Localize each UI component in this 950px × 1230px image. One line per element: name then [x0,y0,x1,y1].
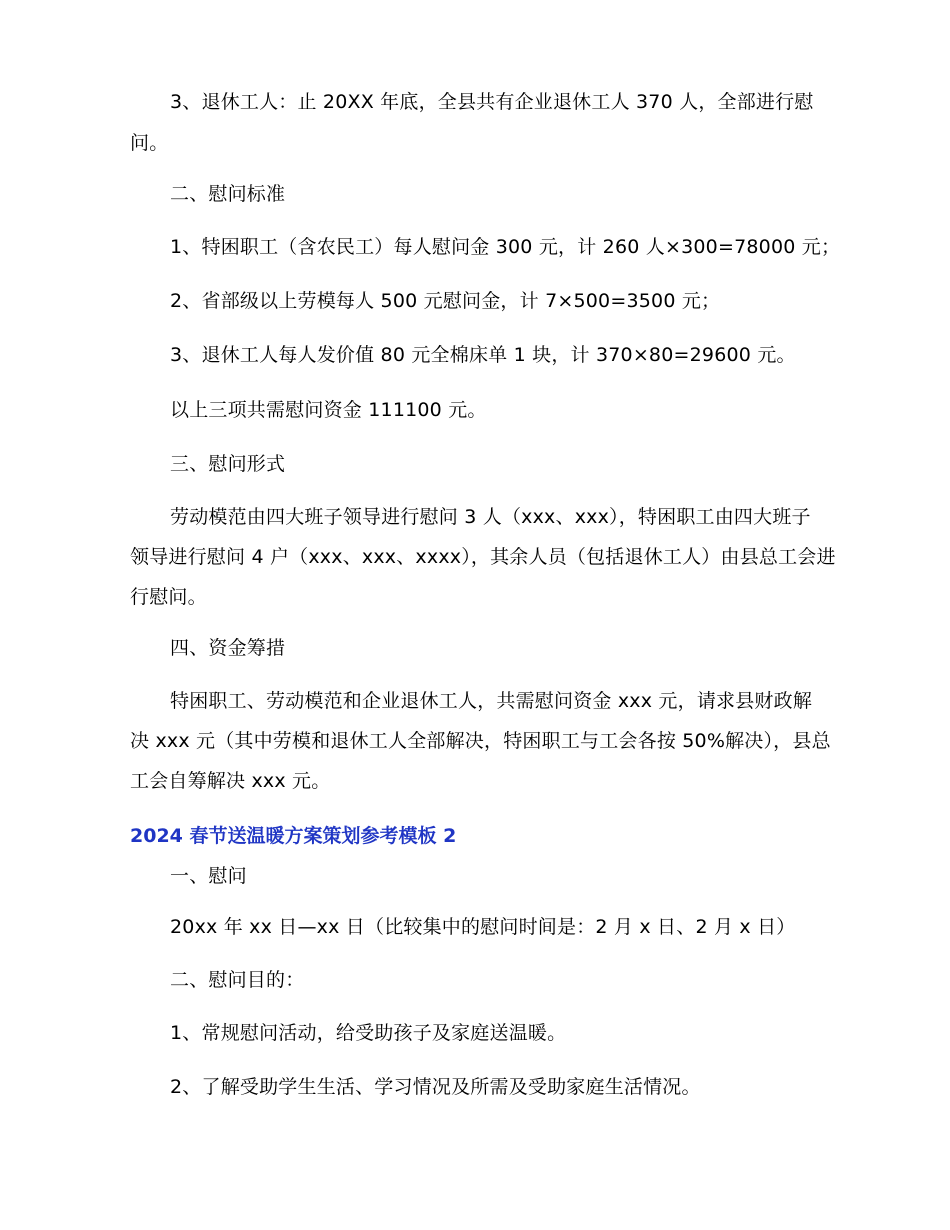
retiree-paragraph-line-2: 问。 [130,132,169,154]
standard-item-2: 2、省部级以上劳模每人 500 元慰问金，计 7×500=3500 元； [170,290,721,312]
standard-item-3: 3、退休工人每人发价值 80 元全棉床单 1 块，计 370×80=29600 元。 [170,344,796,366]
form-paragraph-line-2: 领导进行慰问 4 户（xxx、xxx、xxxx），其余人员（包括退休工人）由县总工会进 [130,546,836,568]
visit-date-line: 20xx 年 xx 日—xx 日（比较集中的慰问时间是：2 月 x 日、2 月 x 日） [170,916,796,938]
standard-item-1: 1、特困职工（含农民工）每人慰问金 300 元，计 260 人×300=78000 元； [170,236,841,258]
heading-visit: 一、慰问 [170,865,247,887]
form-paragraph-line-3: 行慰问。 [130,586,207,608]
heading-standard: 二、慰问标准 [170,183,286,205]
funding-paragraph-line-3: 工会自筹解决 xxx 元。 [130,770,331,792]
form-paragraph-line-1: 劳动模范由四大班子领导进行慰问 3 人（xxx、xxx），特困职工由四大班子 [170,506,811,528]
total-line: 以上三项共需慰问资金 111100 元。 [170,399,487,421]
funding-paragraph-line-2: 决 xxx 元（其中劳模和退休工人全部解决，特困职工与工会各按 50%解决），县总 [130,730,831,752]
purpose-item-2: 2、了解受助学生生活、学习情况及所需及受助家庭生活情况。 [170,1076,701,1098]
section-title: 2024 春节送温暖方案策划参考模板 2 [130,825,457,847]
retiree-paragraph-line-1: 3、退休工人：止 20XX 年底，全县共有企业退休工人 370 人，全部进行慰 [170,91,814,113]
heading-purpose: 二、慰问目的： [170,969,305,991]
heading-form: 三、慰问形式 [170,453,286,475]
heading-funding: 四、资金筹措 [170,637,286,659]
funding-paragraph-line-1: 特困职工、劳动模范和企业退休工人，共需慰问资金 xxx 元，请求县财政解 [170,690,813,712]
purpose-item-1: 1、常规慰问活动，给受助孩子及家庭送温暖。 [170,1022,567,1044]
